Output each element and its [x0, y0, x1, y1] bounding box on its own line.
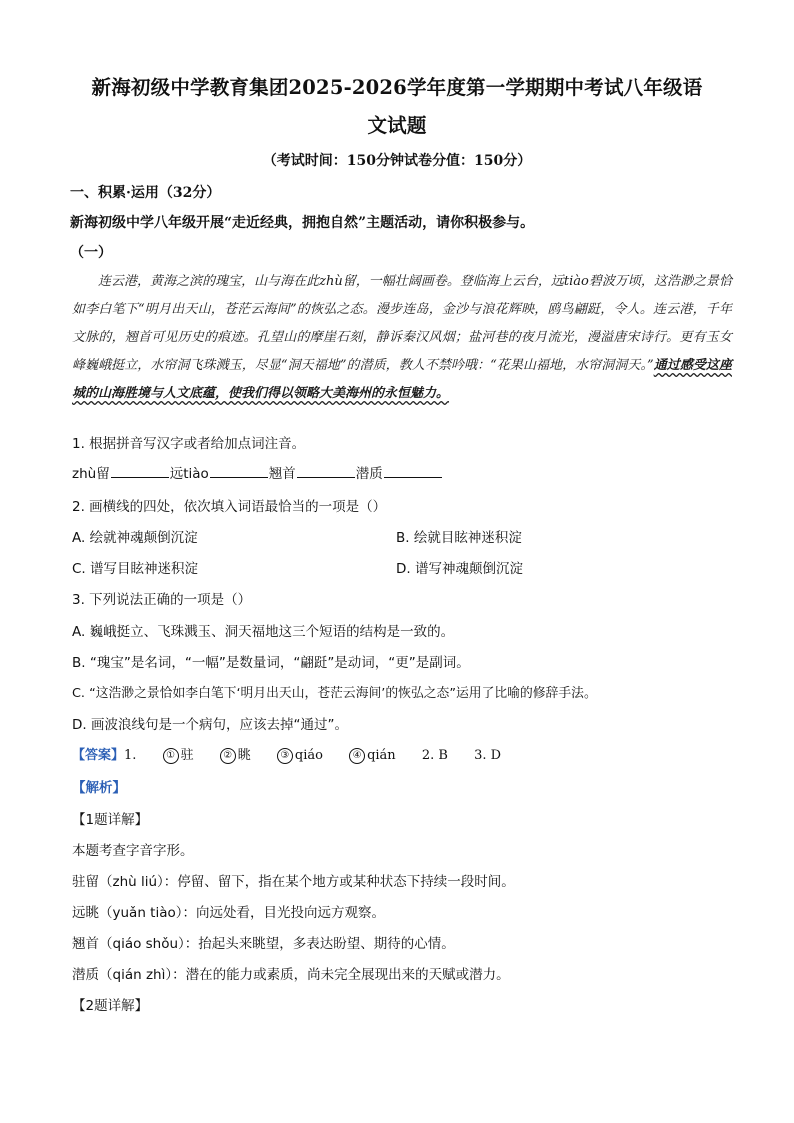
q2-option-a: A. 绘就神魂颠倒沉淀 [72, 530, 198, 546]
q3-option-a: A. 巍峨挺立、飞珠溅玉、洞天福地这三个短语的结构是一致的。 [72, 624, 455, 640]
part-label: （一） [70, 245, 112, 261]
answer-blank-1[interactable] [111, 465, 169, 478]
exam-info: （考试时间：150分钟试卷分值：150分） [262, 153, 532, 169]
question-3: 3. 下列说法正确的一项是（） [72, 592, 252, 608]
wavy-underlined-sentence: 通过感受这座城的山海胜境与人文底蕴，使我们得以领略大美海州的永恒魅力。 [72, 358, 732, 401]
detail-1-line-1: 驻留（zhù liú）：停留、留下，指在某个地方或某种状态下持续一段时间。 [72, 874, 515, 890]
q2-option-b: B. 绘就目眩神迷积淀 [396, 530, 522, 546]
q2-option-c: C. 谱写目眩神迷积淀 [72, 561, 199, 577]
answer-value-2: 眺 [237, 748, 251, 763]
answer-q2: 2. B [421, 748, 448, 763]
q3-option-c: C. “这浩渺之景恰如李白笔下‘明月出天山，苍茫云海间’的恢弘之态”运用了比喻的修辞手法。 [72, 686, 597, 701]
question-1: 1. 根据拼音写汉字或者给加点词注音。 [72, 436, 306, 452]
answer-blank-3[interactable] [297, 465, 355, 478]
reading-passage [72, 268, 732, 408]
answer-num-1: ① [163, 748, 179, 764]
q1-item-3: 翘首 [268, 466, 296, 482]
answer-blank-4[interactable] [384, 465, 442, 478]
q1-item-1: zhù留 [72, 466, 110, 482]
question-1-blanks [72, 462, 443, 482]
answer-label: 【答案】 [72, 748, 125, 763]
answer-num-2: ② [220, 748, 236, 764]
detail-1-line-4: 潜质（qián zhì）：潜在的能力或素质，尚未完全展现出来的天赋或潜力。 [72, 967, 510, 983]
detail-1-line-3: 翘首（qiáo shǒu）：抬起头来眺望，多表达盼望、期待的心情。 [72, 936, 455, 952]
q1-item-4: 潜质 [355, 466, 383, 482]
answer-num-3: ③ [277, 748, 293, 764]
passage-main-text: 连云港，黄海之滨的瑰宝，山与海在此zhù留，一幅壮阔画卷。登临海上云台，远tiào碧波万顷，这浩渺之景恰如李白笔下“明月出天山，苍茫云海间”的恢弘之态。漫步连岛，金沙与浪花辉映，鸥鸟翩跹，令人。连云港，千年文脉的，翘首可见历史的痕迹。孔望山的摩崖石刻，静诉秦汉风烟；盐河巷的夜月流光，漫溢唐宋诗行。更有玉女峰巍峨挺立，水帘洞飞珠溅玉，尽显“洞天福地”的潜质，教人不禁吟哦：“花果山福地，水帘洞洞天。” [72, 274, 732, 373]
answer-q3: 3. D [474, 748, 502, 763]
question-2: 2. 画横线的四处，依次填入词语最恰当的一项是（） [72, 499, 387, 515]
detail-1-line-2: 远眺（yuǎn tiào）：向远处看，目光投向远方观察。 [72, 905, 385, 921]
answer-blank-2[interactable] [210, 465, 268, 478]
q1-item-2: 远tiào [169, 466, 209, 482]
analysis-label: 【解析】 [72, 780, 126, 796]
activity-intro: 新海初级中学八年级开展“走近经典，拥抱自然”主题活动，请你积极参与。 [70, 215, 535, 231]
section-heading: 一、积累·运用（32分） [70, 185, 221, 201]
answer-value-3: qiáo [294, 748, 323, 763]
q2-option-d: D. 谱写神魂颠倒沉淀 [396, 561, 523, 577]
exam-title-line2: 文试题 [367, 114, 427, 137]
answer-num-4: ④ [349, 748, 365, 764]
exam-title-line1: 新海初级中学教育集团2025-2026学年度第一学期期中考试八年级语 [91, 76, 703, 99]
detail-1-intro: 本题考查字音字形。 [72, 843, 194, 859]
answer-value-1: 驻 [180, 748, 194, 763]
q3-option-b: B. “瑰宝”是名词，“一幅”是数量词，“翩跹”是动词，“更”是副词。 [72, 655, 470, 671]
detail-1-label: 【1题详解】 [72, 812, 149, 828]
answer-value-4: qián [367, 748, 396, 763]
answer-line [72, 744, 501, 764]
q3-option-d: D. 画波浪线句是一个病句，应该去掉“通过”。 [72, 717, 348, 733]
detail-2-label: 【2题详解】 [72, 998, 149, 1014]
answer-q1-prefix: 1. [124, 748, 137, 763]
